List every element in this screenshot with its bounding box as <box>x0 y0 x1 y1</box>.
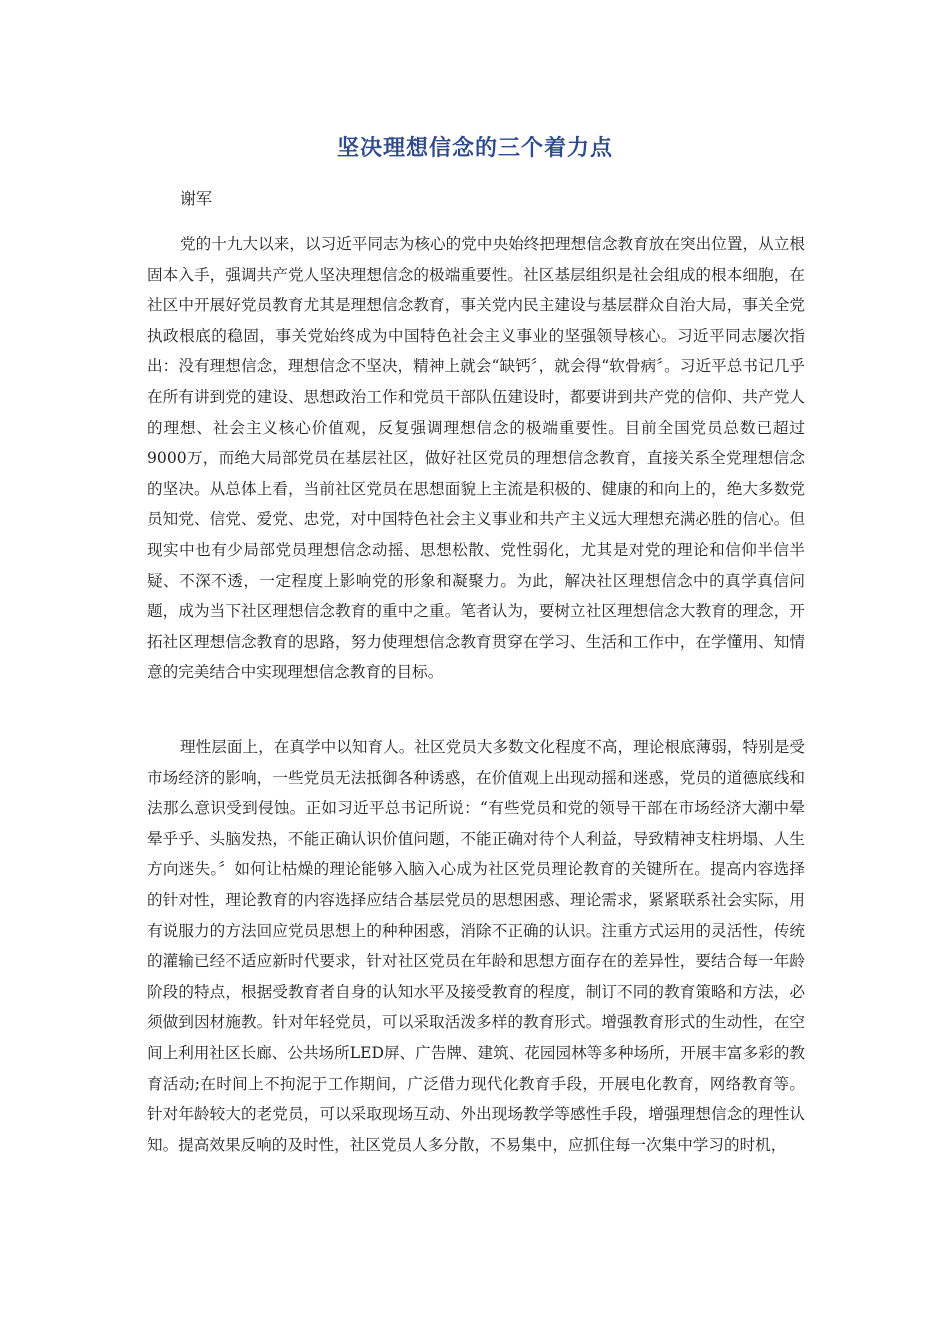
document-title: 坚决理想信念的三个着力点 <box>336 136 613 161</box>
body-paragraph-2: 理性层面上，在真学中以知育人。社区党员大多数文化程度不高，理论根底薄弱，特别是受市场经济的影响，一些党员无法抵御各种诱惑，在价值观上出现动摇和迷惑，党员的道德底线和法那么意识受到侵蚀。正如习近平总书记所说：“有些党员和党的领导干部在市场经济大潮中晕晕乎乎、头脑发热，不能正确认识价值问题，不能正确对待个人利益，导致精神支柱坍塌、人生方向迷失。〞如何让枯燥的理论能够入脑入心成为社区党员理论教育的关键所在。提高内容选择的针对性，理论教育的内容选择应结合基层党员的思想困惑、理论需求，紧紧联系社会实际，用有说服力的方法回应党员思想上的种种困惑，消除不正确的认识。注重方式运用的灵活性，传统的灌输已经不适应新时代要求，针对社区党员在年龄和思想方面存在的差异性，要结合每一年龄阶段的特点，根据受教育者自身的认知水平及接受教育的程度，制订不同的教育策略和方法，必须做到因材施教。针对年轻党员，可以采取活泼多样的教育形式。增强教育形式的生动性，在空间上利用社区长廊、公共场所LED屏、广告牌、建筑、花园园林等多种场所，开展丰富多彩的教育活动;在时间上不拘泥于工作期间，广泛借力现代化教育手段，开展电化教育，网络教育等。针对年龄较大的老党员，可以采取现场互动、外出现场教学等感性手段，增强理想信念的理性认知。提高效果反响的及时性，社区党员人多分散，不易集中，应抓住每一次集中学习的时机， <box>147 738 805 1154</box>
author-name: 谢军 <box>180 189 213 208</box>
body-paragraph-1: 党的十九大以来，以习近平同志为核心的党中央始终把理想信念教育放在突出位置，从立根固本入手，强调共产党人坚决理想信念的极端重要性。社区基层组织是社会组成的根本细胞，在社区中开展好党员教育尤其是理想信念教育，事关党内民主建设与基层群众自治大局，事关全党执政根底的稳固，事关党始终成为中国特色社会主义事业的坚强领导核心。习近平同志屡次指出：没有理想信念，理想信念不坚决，精神上就会“缺钙〞，就会得“软骨病〞。习近平总书记几乎在所有讲到党的建设、思想政治工作和党员干部队伍建设时，都要讲到共产党的信仰、共产党人的理想、社会主义核心价值观，反复强调理想信念的极端重要性。目前全国党员总数已超过9000万，而绝大局部党员在基层社区，做好社区党员的理想信念教育，直接关系全党理想信念的坚决。从总体上看，当前社区党员在思想面貌上主流是积极的、健康的和向上的，绝大多数党员知党、信党、爱党、忠党，对中国特色社会主义事业和共产主义远大理想充满必胜的信心。但现实中也有少局部党员理想信念动摇、思想松散、党性弱化，尤其是对党的理论和信仰半信半疑、不深不透，一定程度上影响党的形象和凝聚力。为此，解决社区理想信念中的真学真信问题，成为当下社区理想信念教育的重中之重。笔者认为，要树立社区理想信念大教育的理念，开拓社区理想信念教育的思路，努力使理想信念教育贯穿在学习、生活和工作中，在学懂用、知情意的完美结合中实现理想信念教育的目标。 <box>147 235 805 682</box>
